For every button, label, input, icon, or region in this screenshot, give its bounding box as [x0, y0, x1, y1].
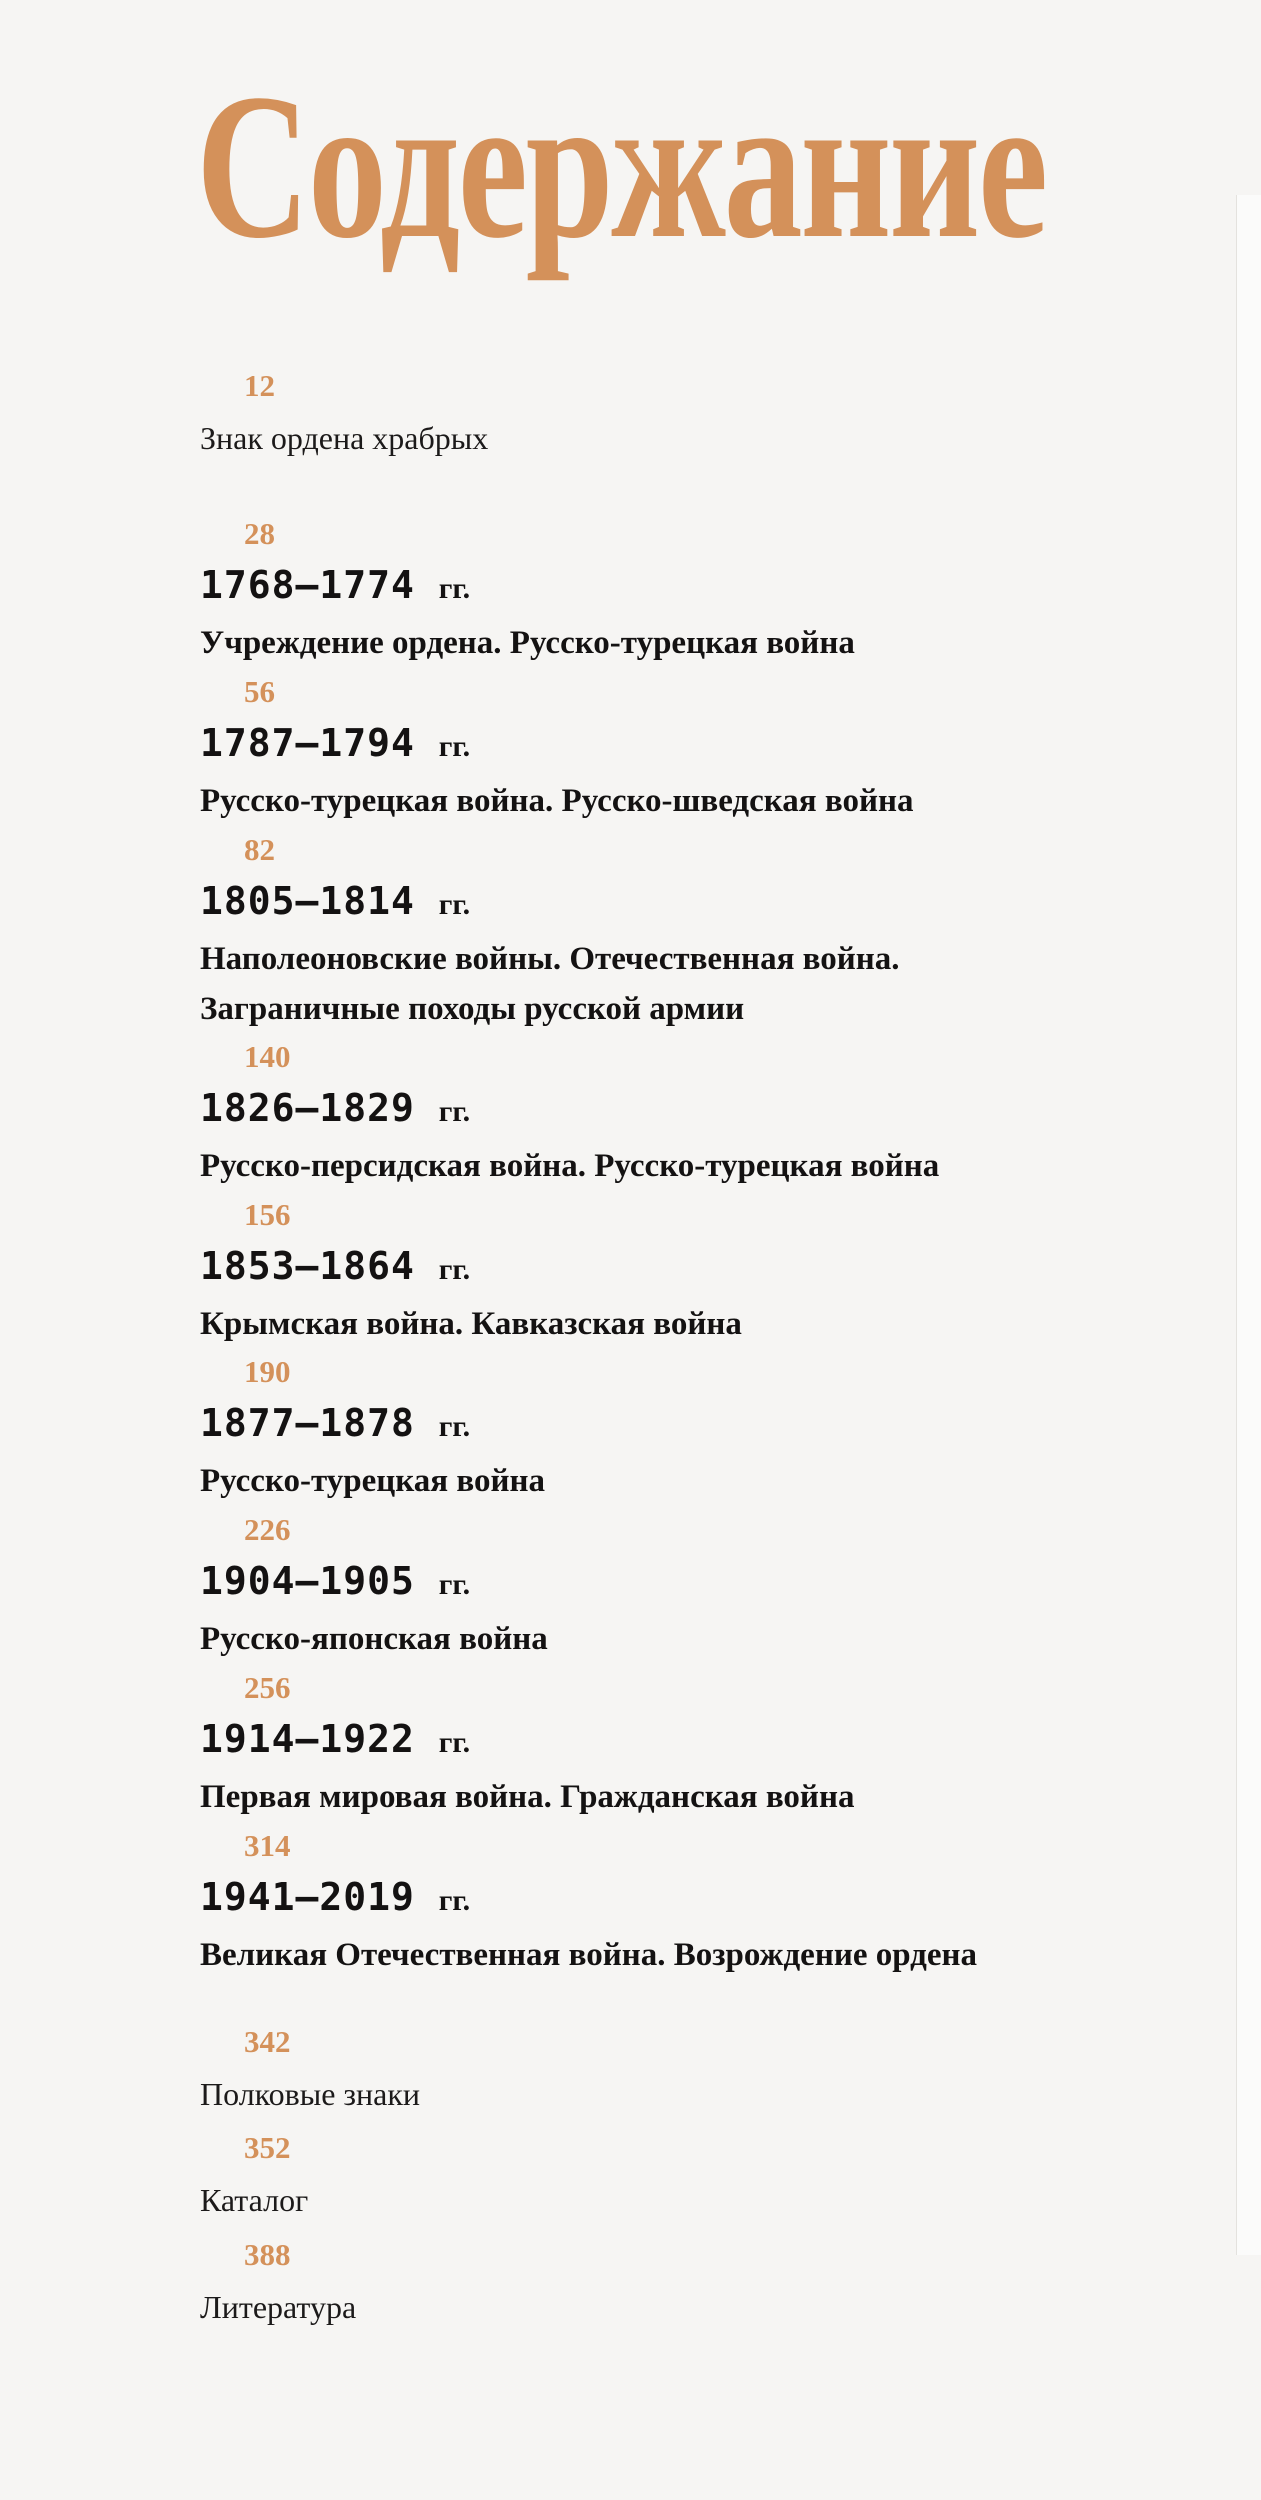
- toc-year-range: 1826–1829: [200, 1086, 415, 1130]
- toc-entry-342[interactable]: [200, 2024, 420, 2114]
- toc-year-range: 1941–2019: [200, 1875, 415, 1919]
- toc-entry-352[interactable]: [200, 2130, 308, 2220]
- toc-years: [200, 722, 914, 768]
- toc-section-title: Каталог: [200, 2182, 309, 2218]
- toc-entry-314[interactable]: [200, 1828, 977, 1980]
- toc-year-range: 1853–1864: [200, 1244, 415, 1288]
- toc-page-number: 156: [244, 1197, 291, 1232]
- toc-years: [200, 1402, 545, 1448]
- toc-heading-line: Заграничные походы русской армии: [200, 991, 745, 1027]
- toc-page-number: 314: [244, 1828, 291, 1863]
- toc-years: [200, 564, 855, 610]
- toc-year-suffix: гг.: [438, 1253, 471, 1286]
- page-edge: [1236, 195, 1261, 2255]
- toc-entry-12[interactable]: [200, 368, 488, 458]
- toc-page-number: 12: [244, 368, 275, 403]
- toc-entry-388[interactable]: [200, 2237, 356, 2327]
- toc-page-number: 190: [244, 1354, 291, 1389]
- toc-page-number: 226: [244, 1512, 291, 1547]
- toc-year-suffix: гг.: [438, 1410, 471, 1443]
- toc-entry-226[interactable]: [200, 1512, 548, 1664]
- toc-entry-82[interactable]: [200, 832, 900, 1034]
- toc-year-suffix: гг.: [438, 1884, 471, 1917]
- toc-entry-140[interactable]: [200, 1039, 939, 1191]
- toc-year-suffix: гг.: [438, 1095, 471, 1128]
- toc-year-range: 1904–1905: [200, 1559, 415, 1603]
- toc-page-number: 82: [244, 832, 275, 867]
- toc-heading-line: Учреждение ордена. Русско-турецкая война: [200, 625, 855, 661]
- toc-page-number: 342: [244, 2024, 291, 2059]
- toc-year-suffix: гг.: [438, 888, 471, 921]
- toc-year-range: 1787–1794: [200, 721, 415, 765]
- toc-page-number: 140: [244, 1039, 291, 1074]
- toc-page-number: 56: [244, 674, 275, 709]
- toc-entry-156[interactable]: [200, 1197, 742, 1349]
- toc-year-range: 1877–1878: [200, 1401, 415, 1445]
- toc-heading-line: Русско-турецкая война. Русско-шведская война: [200, 783, 914, 819]
- toc-section-title: Знак ордена храбрых: [200, 420, 489, 456]
- toc-heading-line: Наполеоновские войны. Отечественная война.: [200, 941, 900, 977]
- toc-years: [200, 1560, 548, 1606]
- toc-year-range: 1768–1774: [200, 563, 415, 607]
- toc-years: [200, 880, 900, 926]
- toc-years: [200, 1718, 854, 1764]
- toc-section-title: Полковые знаки: [200, 2076, 421, 2112]
- toc-year-suffix: гг.: [438, 572, 471, 605]
- toc-page-number: 28: [244, 516, 275, 551]
- toc-year-suffix: гг.: [438, 730, 471, 763]
- toc-entry-56[interactable]: [200, 674, 914, 826]
- toc-page-number: 388: [244, 2237, 291, 2272]
- toc-years: [200, 1245, 742, 1291]
- toc-section-title: Литература: [200, 2289, 357, 2325]
- toc-heading-line: Русско-японская война: [200, 1621, 548, 1657]
- toc-entry-190[interactable]: [200, 1354, 545, 1506]
- page-title: Содержание: [196, 51, 1046, 281]
- toc-heading-line: Русско-персидская война. Русско-турецкая война: [200, 1148, 940, 1184]
- toc-year-range: 1914–1922: [200, 1717, 415, 1761]
- toc-page-number: 256: [244, 1670, 291, 1705]
- toc-year-suffix: гг.: [438, 1568, 471, 1601]
- toc-year-range: 1805–1814: [200, 879, 415, 923]
- toc-years: [200, 1876, 977, 1922]
- toc-entry-256[interactable]: [200, 1670, 854, 1822]
- toc-year-suffix: гг.: [438, 1726, 471, 1759]
- toc-heading-line: Первая мировая война. Гражданская война: [200, 1779, 855, 1815]
- toc-page-number: 352: [244, 2130, 291, 2165]
- toc-heading-line: Крымская война. Кавказская война: [200, 1306, 742, 1342]
- toc-heading-line: Русско-турецкая война: [200, 1463, 546, 1499]
- toc-heading-line: Великая Отечественная война. Возрождение ордена: [200, 1937, 978, 1973]
- toc-entry-28[interactable]: [200, 516, 855, 668]
- toc-years: [200, 1087, 939, 1133]
